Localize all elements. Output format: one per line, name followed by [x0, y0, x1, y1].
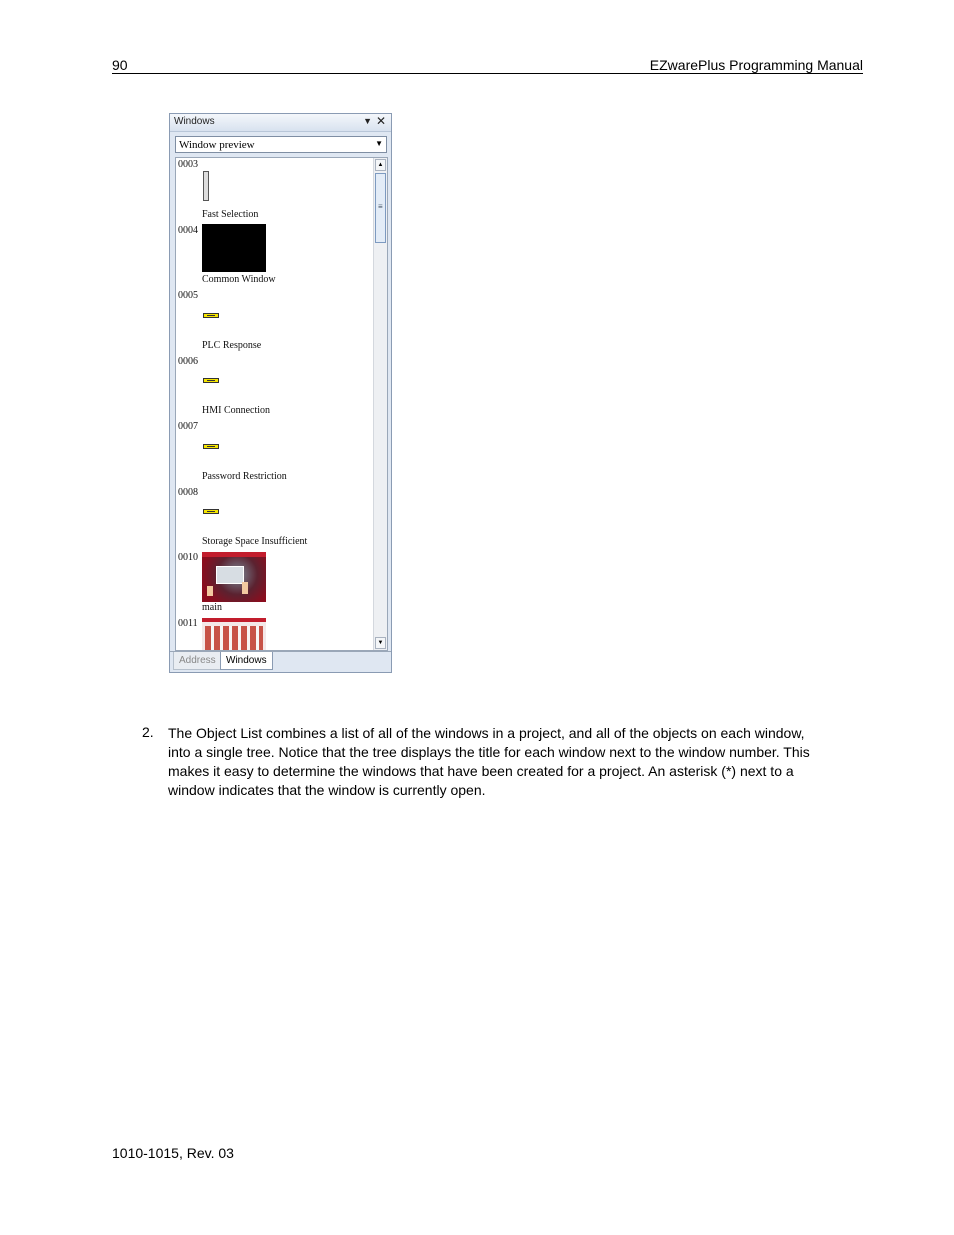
panel-title: Windows — [174, 116, 215, 127]
window-thumbnail[interactable] — [203, 378, 219, 383]
grip-icon: ≡ — [378, 202, 383, 211]
thumbnail-header-bar — [202, 552, 266, 557]
window-number: 0008 — [178, 487, 198, 498]
vertical-scrollbar[interactable] — [373, 158, 387, 650]
window-thumbnail[interactable] — [203, 171, 209, 201]
window-preview-list — [175, 157, 388, 651]
window-thumbnail[interactable] — [203, 444, 219, 449]
panel-titlebar — [170, 114, 391, 132]
close-icon[interactable]: ✕ — [375, 114, 386, 128]
thumbnail-header-bar — [202, 618, 266, 622]
window-thumbnail[interactable] — [202, 552, 266, 602]
page-number: 90 — [112, 57, 128, 73]
thumbnail-figure — [207, 586, 213, 596]
window-title[interactable]: Storage Space Insufficient — [202, 536, 308, 547]
window-thumbnail[interactable] — [202, 224, 266, 272]
dropdown-value: Window preview — [179, 139, 255, 151]
window-number: 0007 — [178, 421, 198, 432]
view-mode-dropdown[interactable] — [175, 136, 387, 153]
thumbnail-figure — [242, 582, 248, 594]
window-number: 0006 — [178, 356, 198, 367]
footer-doc-id: 1010-1015, Rev. 03 — [112, 1145, 234, 1161]
window-number: 0005 — [178, 290, 198, 301]
window-thumbnail[interactable] — [203, 313, 219, 318]
header-rule — [112, 73, 863, 74]
window-title[interactable]: Common Window — [202, 274, 276, 285]
panel-tabs — [170, 651, 391, 672]
scrollbar-thumb[interactable] — [375, 173, 386, 243]
window-number: 0010 — [178, 552, 198, 563]
tab-windows[interactable]: Windows — [220, 652, 273, 670]
thumbnail-grid — [205, 626, 263, 651]
tab-address[interactable]: Address — [173, 652, 222, 670]
window-title[interactable]: Password Restriction — [202, 471, 287, 482]
scroll-up-icon[interactable]: ▲ — [375, 159, 386, 171]
window-thumbnail[interactable] — [203, 509, 219, 514]
windows-panel — [169, 113, 392, 673]
window-number: 0011 — [178, 618, 198, 629]
scroll-down-icon[interactable]: ▼ — [375, 637, 386, 649]
document-title: EZwarePlus Programming Manual — [649, 57, 863, 73]
list-item-number: 2. — [142, 724, 154, 740]
window-title[interactable]: HMI Connection — [202, 405, 271, 416]
window-number: 0004 — [178, 225, 198, 236]
chevron-down-icon[interactable]: ▼ — [375, 139, 383, 148]
window-title[interactable]: main — [202, 602, 222, 613]
pin-down-icon[interactable]: ▼ — [363, 116, 372, 126]
body-paragraph: The Object List combines a list of all of the windows in a project, and all of the objects on each window, into a single tree. Notice that the tree displays the title for each window next to the window number. This makes it easy to determine the windows that have been created for a project. An asterisk (*) next to a window indicates that the window is currently open. — [168, 725, 810, 798]
window-title[interactable]: Fast Selection — [202, 209, 259, 220]
window-number: 0003 — [178, 159, 198, 170]
thumbnail-image — [216, 566, 244, 584]
window-title[interactable]: PLC Response — [202, 340, 262, 351]
window-thumbnail[interactable] — [202, 618, 266, 651]
